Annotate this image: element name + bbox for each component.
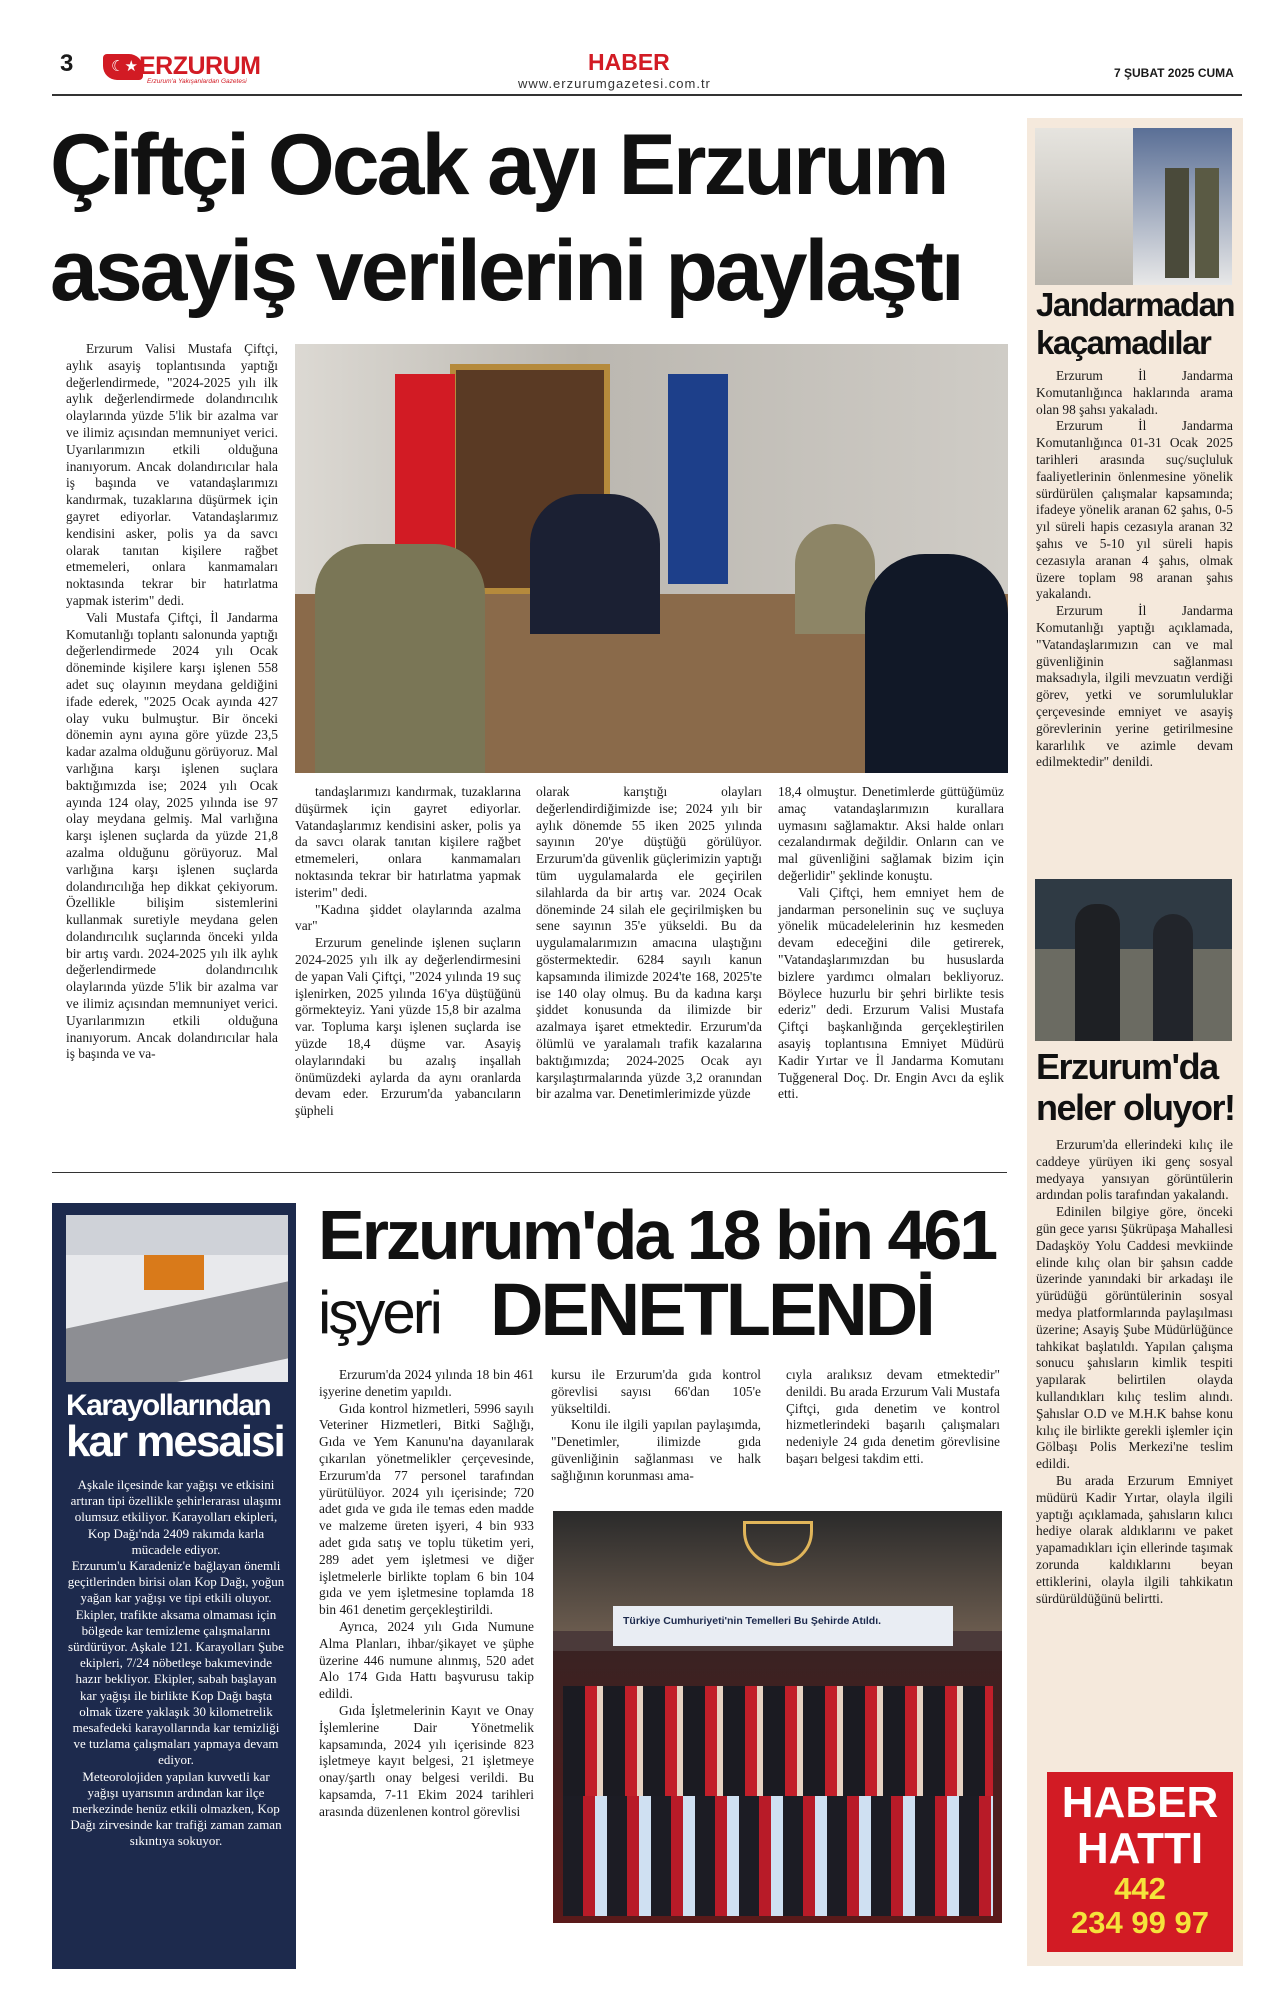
photo-banner-text: Türkiye Cumhuriyeti'nin Temelleri Bu Şehirde Atıldı. xyxy=(623,1615,882,1627)
hotline-number-1: 442 xyxy=(1114,1871,1166,1906)
story1-title-l1: Jandarmadan xyxy=(1036,286,1235,323)
story1-title-l2: kaçamadılar xyxy=(1036,324,1211,361)
main-col-2: tandaşlarımızı kandırmak, tuzaklarına düşürmek için gayret ediyorlar. Vatandaşlarımız kendisini asker, polis ya da savcı olarak tanıtan kişilere rağbet etmemeleri, onlara kanmamaları noktasında tekrar bir hatırlatma yapmak isterim" dedi. "Kadına şiddet olaylarında azalma var" Erzurum genelinde işlenen suçların 2024-2025 yılı ilk ay değerlendirmesini de yapan Vali Çiftçi, "2024 yılında 19 suç işlenirken, 2025 yılında 16'ya düştüğünü görmekteyiz. Yani yüzde 15,8 bir azalma var. Topluma karşı işlenen suçlarda ise yüzde 18,4 düşme var. Asayiş olaylarındaki bu azalış inşallah önümüzdeki aylarda da aynı oranlarda devam eder. Erzurum'da yabancıların şüpheli xyxy=(295,784,521,1119)
main-headline-line1: Çiftçi Ocak ayı Erzurum xyxy=(50,117,947,213)
jandarma-photo xyxy=(1035,128,1232,285)
haber-hatti-box xyxy=(1047,1772,1233,1952)
section-divider xyxy=(52,1172,1007,1173)
hotline-title-l2: HATTI xyxy=(1076,1824,1204,1873)
main-headline-line2: asayiş verilerini paylaştı xyxy=(50,223,962,319)
bottom-col-a: Erzurum'da 2024 yılında 18 bin 461 işyerine denetim yapıldı. Gıda kontrol hizmetleri, 5996 sayılı Veteriner Hizmetleri, Bitki Sağlığı, Gıda ve Yem Kanunu'na dayanılarak çıkarılan yönetmelikler çerçevesinde, Erzurum'da 77 personel tarafından yürütülüyor. 2024 yılı içerisinde; 720 adet gıda ve gıda ile temas eden madde ve malzeme üreten işyeri, 4 bin 933 adet gıda satış ve toplu tüketim yeri, 289 adet yem işletmesi ve diğer işletmelerle birlikte toplam 6 bin 104 gıda ve yem işletmesine toplamda 18 bin 461 denetim gerçekleştirildi. Ayrıca, 2024 yılı Gıda Numune Alma Planları, ihbar/şikayet ve şüphe üzerine 446 numune alınmış, 520 adet Alo 174 Gıda Hattı başvurusu takip edildi. Gıda İşletmelerinin Kayıt ve Onay İşlemlerine Dair Yönetmelik kapsamında, 2024 yılı içerisinde 823 işletmeye kayıt belgesi, 21 işletmeye onay/şartlı onay belgesi verildi. Bu kapsamda, 7-11 Ekim 2024 tarihleri arasında düzenlenen kontrol görevlisi xyxy=(319,1367,534,1819)
header-rule xyxy=(52,94,1242,96)
section-label: HABER xyxy=(588,49,670,75)
group-photo xyxy=(553,1511,1002,1923)
hotline-title-l1: HABER xyxy=(1061,1778,1219,1827)
logo-text: ERZURUM xyxy=(139,52,261,80)
bottom-headline-l1: Erzurum'da 18 bin 461 xyxy=(318,1196,996,1274)
bottom-col-b: kursu ile Erzurum'da gıda kontrol görevlisi sayısı 66'dan 105'e yükseltildi. Konu ile ilgili yapılan paylaşımda, "Denetimler, ilimizde gıda güvenliğinin sağlanması ve halk sağlığının korunması ama- xyxy=(551,1367,761,1483)
main-col-4: 18,4 olmuştur. Denetimlerde güttüğümüz amaç vatandaşlarımızın kurallara uymasını sağlamaktır. Aksi halde onları cezalandırmak değildir. Onların can ve mal güvenliğini sağlamak bizim için değerlidir" şeklinde konuştu. Vali Çiftçi, hem emniyet hem de jandarman personelinin suç ve suçluya yönelik mücadelelerinin hız kesmeden devam edeceğini dile getirerek, "Vatandaşlarımızdan bu hususlarda bizlere yardımcı olmaları bekliyoruz. Böylece huzurlu bir şehri birlikte tesis ederiz" dedi. Erzurum Valisi Mustafa Çiftçi başkanlığında gerçekleştirilen asayiş toplantısına Emniyet Müdürü Kadir Yırtar ve İl Jandarma Komutanı Tuğgeneral Doç. Dr. Engin Avcı da eşlik etti. xyxy=(778,784,1004,1102)
sidebar-story1-text: Erzurum İl Jandarma Komutanlığınca haklarında arama olan 98 şahsı yakaladı. Erzurum İl Jandarma Komutanlığınca 01-31 Ocak 2025 tarihleri arasında suç/suçluluk faaliyetlerinin önlenmesine yönelik sürdürülen çalışmalar kapsamında; ifadeye yönelik aranan 62 şahıs, 0-5 yıl süreli hapis cezasıyla aranan 32 şahıs ve 5-10 yıl süreli hapis cezasıyla aranan 4 şahıs, olmak üzere toplam 98 aranan şahıs yakalandı. Erzurum İl Jandarma Komutanlığı yaptığı açıklamada, "Vatandaşlarımızın can ve mal güvenliğinin sağlanması maksadıyla, ilgili mevzuatın verdiği görev, yetki ve sorumluluklar çerçevesinde emniyet ve asayiş görevlerinin yerine getirilmesine kararlılık ve azimle devam edilmektedir" denildi. xyxy=(1036,368,1233,770)
logo-tagline: Erzurum'a Yakışanlardan Gazetesi xyxy=(147,78,247,85)
main-col-3: olarak karıştığı olayları değerlendirdiğimizde ise; 2024 yılı bir aylık dönemde 55 iken 2025 yılında sayının 20'ye düştüğü görülüyor. Erzurum'da güvenlik güçlerimizin yaptığı tüm uygulamalarda ele geçirilen silahlarda da bir artış var. 2024 Ocak döneminde 24 silah ele geçirilmişken bu sene sayının 35'e yükseldi. Bu da uygulamalarımızın amacına ulaştığını göstermektedir. 6284 sayılı kanun kapsamında ilimizde 2024'te 168, 2025'te ise 140 olay olmuş. Bu da kadına karşı şiddet konusunda da ilimizde bir azalmaya işaret etmektedir. Erzurum'da ölümlü ve yaralamalı trafik kazalarına baktığımızda; 2024-2025 Ocak ayı karşılaştırmalarında yüzde 3,2 oranından bir azalma var. Denetimlerimizde yüzde xyxy=(536,784,762,1102)
snowplow-photo xyxy=(66,1215,288,1382)
bottom-headline-l2b: DENETLENDİ xyxy=(490,1268,933,1351)
meeting-photo xyxy=(295,344,1008,773)
story2-title-l2: neler oluyor! xyxy=(1036,1087,1235,1128)
turkish-flag-icon: ☾★ xyxy=(103,54,143,80)
bottom-col-c: cıyla aralıksız devam etmektedir" denildi. Bu arada Erzurum Vali Mustafa Çiftçi, gıda denetim ve kontrol hizmetlerindeki başarılı çalışmaları nedeniyle 24 gıda denetim görevlisine başarı belgesi takdim etti. xyxy=(786,1367,1000,1466)
box-title-l1: Karayollarından xyxy=(66,1389,271,1422)
page-number: 3 xyxy=(60,50,74,77)
website: www.erzurumgazetesi.com.tr xyxy=(518,76,711,91)
masthead-logo xyxy=(103,52,285,84)
main-col-1: Erzurum Valisi Mustafa Çiftçi, aylık asayiş toplantısında yaptığı değerlendirmede, "2024-2025 yılı ilk aylık değerlendirmede dolandırıcılık olaylarında yüzde 5'lik bir azalma var ve ilimiz açısından memnuniyet verici. Uyarılarımızın etkili olduğuna inanıyorum. Ancak dolandırıcılar hala iş başında ve vatandaşlarımızı kandırmak, tuzaklarına düşürmek için gayret ediyorlar. Vatandaşlarımız kendisini asker, polis ya da savcı olarak tanıtan kişilere rağbet etmemeleri, onlara kanmamaları noktasında tekrar bir hatırlatma yapmak isterim" dedi. Vali Mustafa Çiftçi, İl Jandarma Komutanlığı toplantı salonunda yaptığı değerlendirmede 2024 yılı Ocak döneminde kişilere karşı işlenen 558 adet suç olayının meydana geldiğini ifade ederek, "2025 Ocak ayında 427 olay vuku bulmuştur. Bir önceki dönemin aynı ayına göre yüzde 23,5 kadar azalma olduğunu görüyoruz. Mal varlığına karşı işlenen suçlara baktığımızda ise; 2024 yılı Ocak ayında 124 olay, 2025 yılında ise 97 olay meydana gelmiş. Mal varlığına karşı işlenen suçlarda da yüzde 21,8 azalma olduğunu görüyoruz. Mal varlığına karşı işlenen suçlarda dolandırıcılığa hep dikkat çekiyorum. Özellikle bilişim sistemlerini kullanmak suretiyle meydana gelen dolandırıcılık suçlarında önceki yılda bir artış vardı. 2024-2025 yılı ilk aylık değerlendirmede dolandırıcılık olaylarında yüzde 5'lik bir azalma var ve ilimiz açısından memnuniyet verici. Uyarılarımızın etkili olduğuna inanıyorum. Ancak dolandırıcılar hala iş başında ve va- xyxy=(66,341,278,1062)
box-text: Aşkale ilçesinde kar yağışı ve etkisini artıran tipi özellikle şehirlerarası ulaşımı olumsuz etkiliyor. Karayolları ekipleri, Kop Dağı'nda 2409 rakımda karla mücadele ediyor. Erzurum'u Karadeniz'e bağlayan önemli geçitlerinden birisi olan Kop Dağı, yoğun yağan kar yağışı ve tipi etkili oluyor. Ekipler, trafikte aksama olmaması için bölgede kar temizleme çalışmalarını sürdürüyor. Aşkale 121. Karayolları Şube ekipleri, 7/24 nöbetleşe bakımevinde hazır bekliyor. Ekipler, sabah başlayan kar yağışı ile birlikte Kop Dağı başta olmak üzere yaklaşık 30 kilometrelik mesafedeki karayollarında kar temizliği ve tuzlama çalışmaları yapmaya devam ediyor. Meteorolojiden yapılan kuvvetli kar yağışı uyarısının ardından kar ilçe merkezinde henüz etkili olmazken, Kop Dağı zirvesinde kar trafiği zaman zaman sıkıntıya sokuyor. xyxy=(67,1477,285,1849)
story2-title-l1: Erzurum'da xyxy=(1036,1046,1218,1087)
bottom-headline-l2a: işyeri xyxy=(318,1279,441,1346)
hotline-number-2: 234 99 97 xyxy=(1071,1905,1209,1940)
sword-photo xyxy=(1035,879,1232,1041)
box-title-l2: kar mesaisi xyxy=(66,1417,284,1466)
sidebar-story2-text: Erzurum'da ellerindeki kılıç ile caddeye yürüyen iki genç sosyal medyaya yansıyan görüntülerin ardından polis tarafından yakalandı. Edinilen bilgiye göre, önceki gün gece yarısı Şükrüpaşa Mahallesi Dadaşköy Yolu Caddesi mevkiinde elinde kılıç olan bir şahsın cadde üzerinde yanındaki bir arkadaşı ile yürüdüğü görüntülerinin sosyal medya platformlarında paylaşılması üzerine; Asayiş Şube Müdürlüğünce tahkikat başlatıldı. Yapılan çalışma sonucu şahısların kimlik tespiti yapılarak belirtilen olayda kullandıkları kılıç teslim alındı. Şahıslar O.D ve M.H.K bahse konu kılıç ile birlikte gerekli işlemler için Gölbaşı Polis Merkezi'ne teslim edildi. Bu arada Erzurum Emniyet müdürü Kadir Yırtar, olayla ilgili yaptığı açıklamada, şahısların kılıcı hediye olarak aldıklarını ve paket yapamadıkları için ellerinde taşımak zorunda kaldıklarını beyan ettiklerini, olayla ilgili tahkikatın sürdürüldüğünü belirtti. xyxy=(1036,1137,1233,1606)
issue-date: 7 ŞUBAT 2025 CUMA xyxy=(1114,66,1234,80)
